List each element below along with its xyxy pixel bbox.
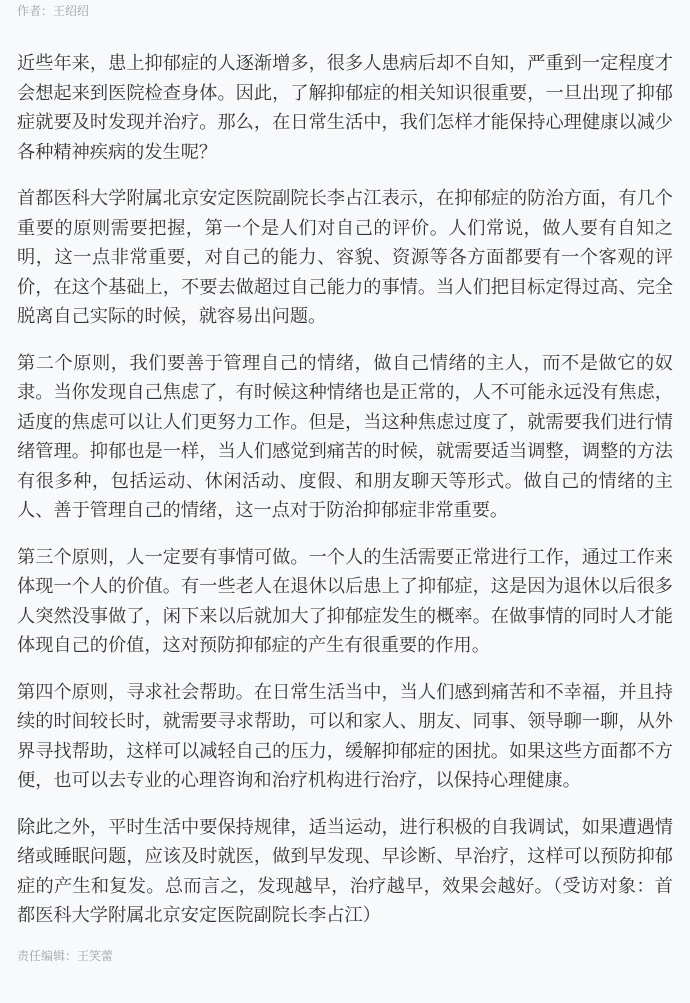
article-paragraph-conclusion: 除此之外，平时生活中要保持规律，适当运动，进行积极的自我调试，如果遭遇情绪或睡眠问题，应该及时就医，做到早发现、早诊断、早治疗，这样可以预防抑郁症的产生和复发。总而言之，发现越早，治疗越早，效果会越好。（受访对象：首都医科大学附属北京安定医院副院长李占江） [17, 816, 673, 926]
article-body [17, 49, 673, 931]
article-paragraph-intro: 近些年来，患上抑郁症的人逐渐增多，很多人患病后却不自知，严重到一定程度才会想起来到医院检查身体。因此，了解抑郁症的相关知识很重要，一旦出现了抑郁症就要及时发现并治疗。那么，在日常生活中，我们怎样才能保持心理健康以减少各种精神疾病的发生呢？ [17, 53, 673, 163]
article-paragraph-principle-1: 首都医科大学附属北京安定医院副院长李占江表示，在抑郁症的防治方面，有几个重要的原则需要把握，第一个是人们对自己的评价。人们常说，做人要有自知之明，这一点非常重要，对自己的能力、容貌、资源等各方面都要有一个客观的评价，在这个基础上，不要去做超过自己能力的事情。当人们把目标定得过高、完全脱离自己实际的时候，就容易出问题。 [17, 188, 673, 327]
author-byline: 作者：王绍绍 [17, 4, 90, 18]
article-paragraph-principle-2: 第二个原则，我们要善于管理自己的情绪，做自己情绪的主人，而不是做它的奴隶。当你发现自己焦虑了，有时候这种情绪也是正常的，人不可能永远没有焦虑，适度的焦虑可以让人们更努力工作。但是，当这种焦虑过度了，就需要我们进行情绪管理。抑郁也是一样，当人们感觉到痛苦的时候，就需要适当调整，调整的方法有很多种，包括运动、休闲活动、度假、和朋友聊天等形式。做自己的情绪的主人、善于管理自己的情绪，这一点对于防治抑郁症非常重要。 [17, 352, 673, 521]
article-paragraph-principle-3: 第三个原则，人一定要有事情可做。一个人的生活需要正常进行工作，通过工作来体现一个人的价值。有一些老人在退休以后患上了抑郁症，这是因为退休以后很多人突然没事做了，闲下来以后就加大了抑郁症发生的概率。在做事情的同时人才能体现自己的价值，这对预防抑郁症的产生有很重要的作用。 [17, 546, 673, 656]
article-paragraph-principle-4: 第四个原则，寻求社会帮助。在日常生活当中，当人们感到痛苦和不幸福，并且持续的时间较长时，就需要寻求帮助，可以和家人、朋友、同事、领导聊一聊，从外界寻找帮助，这样可以减轻自己的压力，缓解抑郁症的困扰。如果这些方面都不方便，也可以去专业的心理咨询和治疗机构进行治疗，以保持心理健康。 [17, 681, 673, 791]
editor-credit: 责任编辑：王笑蕾 [17, 948, 114, 963]
